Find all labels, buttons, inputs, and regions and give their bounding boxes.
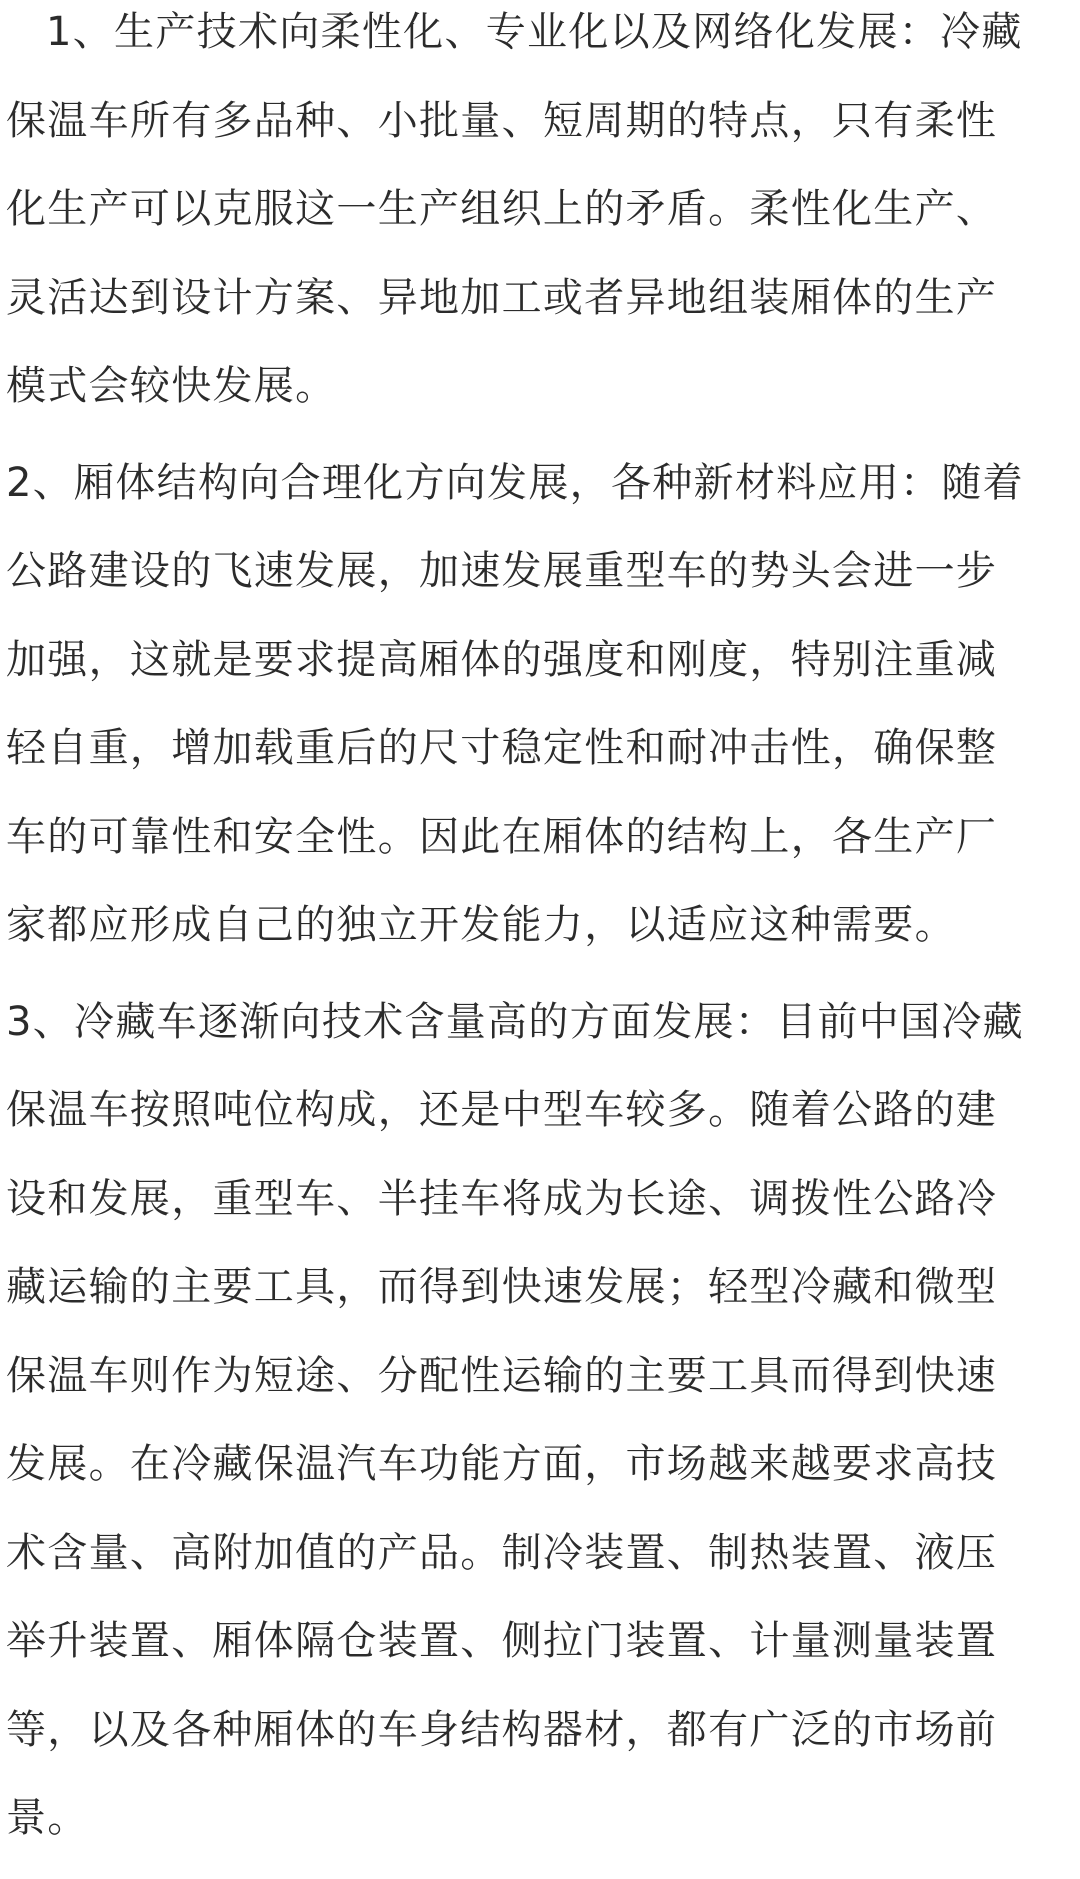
- paragraph-line: 保温车按照吨位构成，还是中型车较多。随着公路的建: [6, 1087, 998, 1133]
- paragraph-line: 轻自重，增加载重后的尺寸稳定性和耐冲击性，确保整: [6, 725, 998, 771]
- paragraph-line: 1、生产技术向柔性化、专业化以及网络化发展：冷藏: [46, 9, 1023, 55]
- paragraph-line: 模式会较快发展。: [6, 363, 337, 409]
- paragraph-line: 家都应形成自己的独立开发能力，以适应这种需要。: [6, 902, 956, 948]
- paragraph-line: 灵活达到设计方案、异地加工或者异地组装厢体的生产: [6, 274, 998, 321]
- paragraph-line: 加强，这就是要求提高厢体的强度和刚度，特别注重减: [6, 636, 998, 683]
- paragraph-line: 术含量、高附加值的产品。制冷装置、制热装置、液压: [6, 1529, 998, 1576]
- paragraph-line: 2、厢体结构向合理化方向发展，各种新材料应用：随着: [6, 459, 1024, 506]
- paragraph-line: 藏运输的主要工具，而得到快速发展；轻型冷藏和微型: [6, 1264, 998, 1310]
- paragraph-line: 化生产可以克服这一生产组织上的矛盾。柔性化生产、: [6, 186, 998, 232]
- paragraph-line: 举升装置、厢体隔仓装置、侧拉门装置、计量测量装置: [6, 1618, 998, 1664]
- paragraph-3: [6, 978, 1078, 1863]
- paragraph-line: 设和发展，重型车、半挂车将成为长途、调拨性公路冷: [6, 1175, 998, 1222]
- paragraph-line: 保温车则作为短途、分配性运输的主要工具而得到快速: [6, 1352, 998, 1399]
- paragraph-line: 景。: [6, 1795, 89, 1841]
- paragraph-line: 3、冷藏车逐渐向技术含量高的方面发展：目前中国冷藏: [6, 998, 1024, 1045]
- paragraph-line: 等，以及各种厢体的车身结构器材，都有广泛的市场前: [6, 1706, 998, 1753]
- paragraph-line: 公路建设的飞速发展，加速发展重型车的势头会进一步: [6, 548, 998, 594]
- paragraph-2: [6, 439, 1078, 970]
- paragraph-line: 发展。在冷藏保温汽车功能方面，市场越来越要求高技: [6, 1441, 998, 1487]
- paragraph-1: [6, 0, 1078, 431]
- paragraph-line: 车的可靠性和安全性。因此在厢体的结构上，各生产厂: [6, 813, 998, 860]
- paragraph-line: 保温车所有多品种、小批量、短周期的特点，只有柔性: [6, 97, 998, 144]
